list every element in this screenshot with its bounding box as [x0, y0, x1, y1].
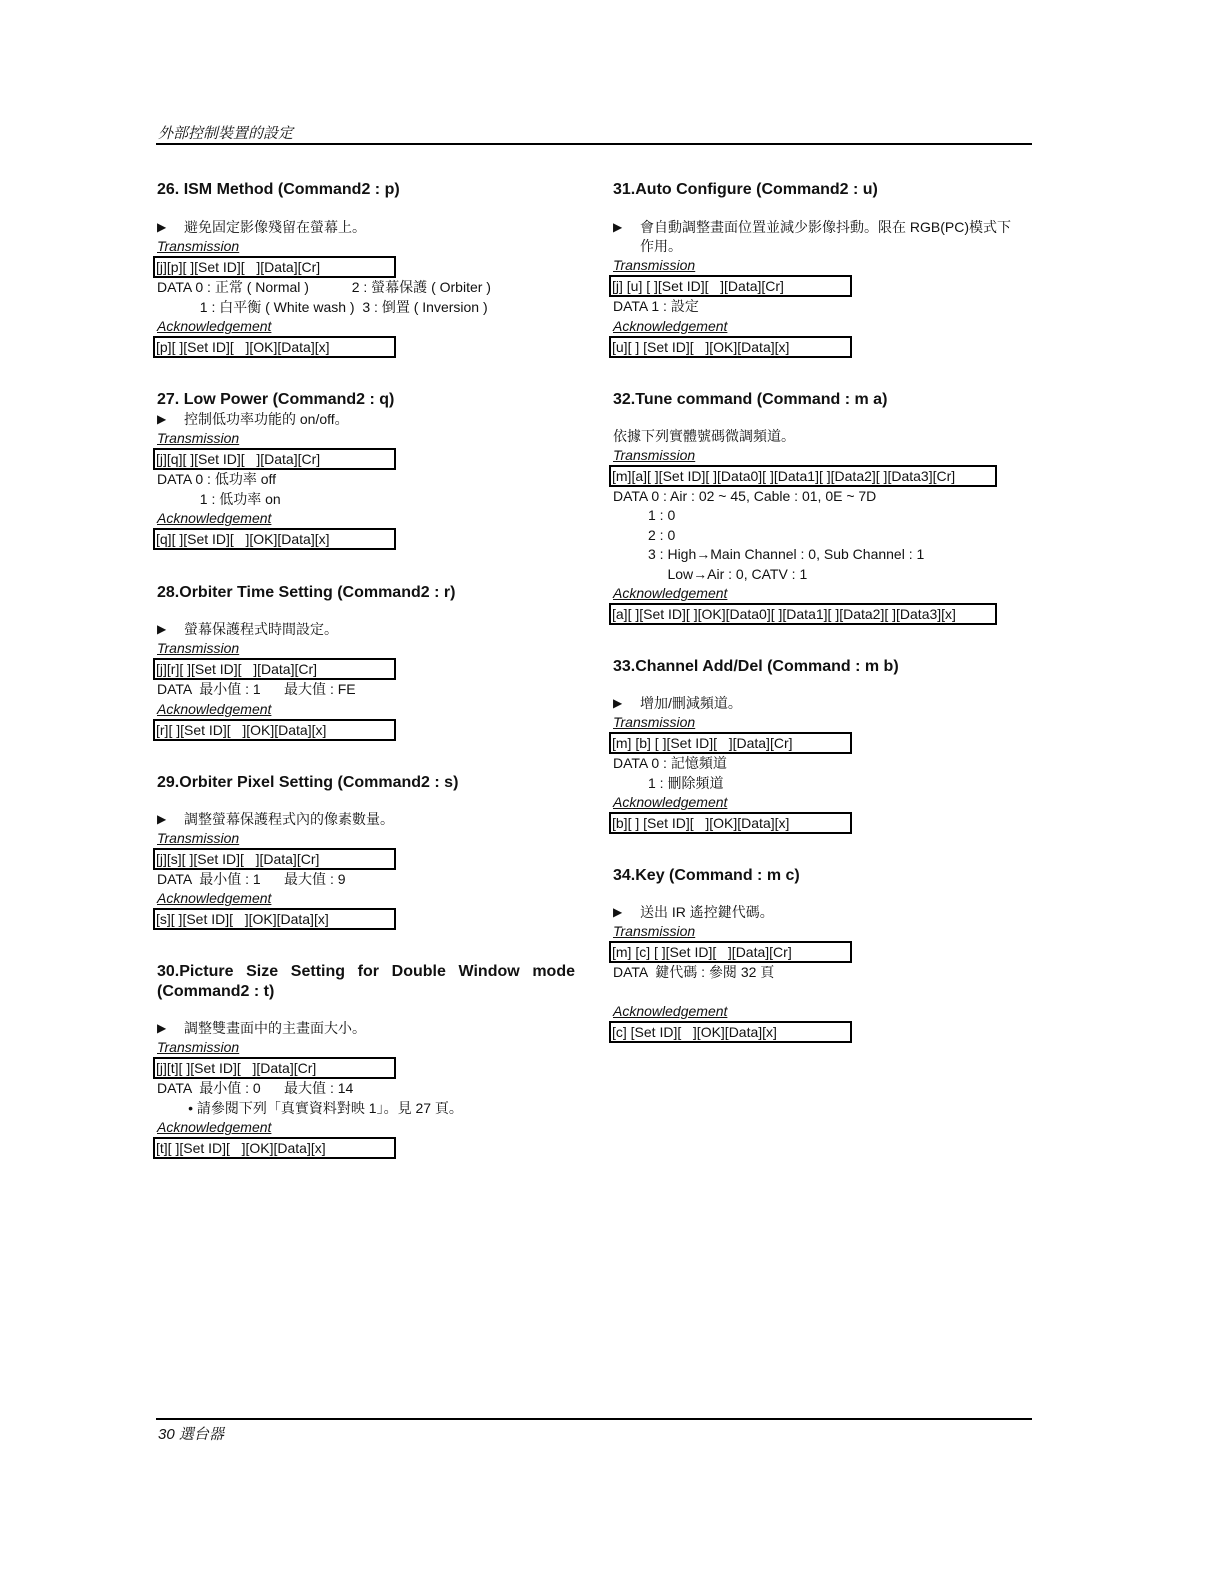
data-line: DATA 最小值 : 1 最大值 : FE: [157, 681, 356, 697]
data-line: 1 : 低功率 on: [157, 490, 281, 507]
transmission-command-box: [m] [b] [ ][Set ID][ ][Data][Cr]: [609, 732, 852, 754]
triangle-bullet-icon: ▶: [157, 1021, 167, 1035]
section-description: 依據下列實體號碼微調頻道。: [613, 427, 795, 444]
acknowledgement-label: Acknowledgement: [613, 317, 728, 334]
data-line: 3 : High→Main Channel : 0, Sub Channel : 1: [613, 546, 925, 562]
transmission-label: Transmission: [613, 257, 696, 273]
acknowledgement-command-box: [q][ ][Set ID][ ][OK][Data][x]: [153, 528, 396, 550]
section-description: 調整螢幕保護程式內的像素數量。: [184, 810, 394, 827]
section-description: 避免固定影像殘留在螢幕上。: [184, 219, 366, 235]
page-footer: 30 選台器: [158, 1426, 224, 1443]
data-line: DATA 0 : Air : 02 ~ 45, Cable : 01, 0E ~ 7D: [613, 487, 877, 504]
transmission-label: Transmission: [613, 923, 696, 939]
data-line: DATA 鍵代碼 : 參閱 32 頁: [613, 964, 775, 980]
section-title: 30.Picture Size Setting for Double Window mode: [157, 963, 575, 980]
section-26: [157, 180, 575, 358]
data-line: DATA 0 : 正常 ( Normal ) 2 : 螢幕保護 ( Orbiter ): [157, 279, 491, 295]
acknowledgement-label: Acknowledgement: [613, 794, 728, 810]
transmission-command-box: [j][t][ ][Set ID][ ][Data][Cr]: [153, 1057, 396, 1079]
footer-rule: [156, 1418, 1032, 1420]
section-description-line-2: 作用。: [640, 238, 682, 254]
section-title: 29.Orbiter Pixel Setting (Command2 : s): [157, 773, 459, 791]
acknowledgement-label: Acknowledgement: [157, 510, 272, 526]
data-line: DATA 0 : 低功率 off: [157, 471, 277, 487]
triangle-bullet-icon: ▶: [157, 220, 167, 234]
acknowledgement-label: Acknowledgement: [613, 585, 728, 601]
acknowledgement-command-box: [c] [Set ID][ ][OK][Data][x]: [609, 1021, 852, 1043]
acknowledgement-label: Acknowledgement: [157, 318, 272, 334]
section-title: 31.Auto Configure (Command2 : u): [613, 181, 878, 198]
section-34: [613, 866, 1033, 1043]
transmission-command-box: [j][r][ ][Set ID][ ][Data][Cr]: [153, 658, 396, 680]
triangle-bullet-icon: ▶: [613, 220, 623, 234]
data-line: 1 : 0: [613, 507, 676, 523]
section-27: [157, 390, 575, 550]
acknowledgement-command-box: [b][ ] [Set ID][ ][OK][Data][x]: [609, 812, 852, 834]
triangle-bullet-icon: ▶: [157, 811, 167, 826]
acknowledgement-command-box: [t][ ][Set ID][ ][OK][Data][x]: [153, 1137, 396, 1159]
section-title: 34.Key (Command : m c): [613, 867, 800, 884]
triangle-bullet-icon: ▶: [613, 905, 623, 919]
triangle-bullet-icon: ▶: [157, 412, 167, 426]
section-description: 增加/刪減頻道。: [640, 695, 742, 711]
section-description: 調整雙畫面中的主畫面大小。: [184, 1020, 366, 1036]
section-title: 26. ISM Method (Command2 : p): [157, 181, 400, 198]
section-title: 27. Low Power (Command2 : q): [157, 391, 395, 408]
section-title-line-2: (Command2 : t): [157, 983, 275, 1000]
acknowledgement-command-box: [a][ ][Set ID][ ][OK][Data0][ ][Data1][ ][Data2][ ][Data3][x]: [609, 603, 997, 625]
data-line: 1 : 白平衡 ( White wash ) 3 : 倒置 ( Inversion ): [157, 298, 488, 315]
transmission-command-box: [m][a][ ][Set ID][ ][Data0][ ][Data1][ ][Data2][ ][Data3][Cr]: [609, 465, 997, 487]
page-header-title: 外部控制裝置的設定: [158, 125, 294, 142]
transmission-command-box: [j][s][ ][Set ID][ ][Data][Cr]: [153, 848, 396, 870]
acknowledgement-label: Acknowledgement: [157, 1119, 272, 1135]
section-title: 33.Channel Add/Del (Command : m b): [613, 658, 899, 675]
acknowledgement-command-box: [r][ ][Set ID][ ][OK][Data][x]: [153, 719, 396, 741]
data-line: DATA 1 : 設定: [613, 298, 699, 314]
triangle-bullet-icon: ▶: [613, 696, 623, 710]
acknowledgement-command-box: [s][ ][Set ID][ ][OK][Data][x]: [153, 908, 396, 930]
section-29: [157, 773, 575, 931]
transmission-command-box: [j][q][ ][Set ID][ ][Data][Cr]: [153, 448, 396, 470]
transmission-command-box: [j] [u] [ ][Set ID][ ][Data][Cr]: [609, 275, 852, 297]
section-title: 32.Tune command (Command : m a): [613, 390, 888, 408]
triangle-bullet-icon: ▶: [157, 622, 167, 636]
header-rule: [156, 143, 1032, 145]
data-line: DATA 最小值 : 1 最大值 : 9: [157, 870, 346, 887]
section-description: 螢幕保護程式時間設定。: [184, 621, 338, 637]
section-title: 28.Orbiter Time Setting (Command2 : r): [157, 584, 456, 601]
transmission-label: Transmission: [157, 640, 240, 656]
section-31: [613, 180, 1033, 358]
transmission-label: Transmission: [157, 829, 240, 846]
acknowledgement-command-box: [p][ ][Set ID][ ][OK][Data][x]: [153, 336, 396, 358]
transmission-label: Transmission: [157, 1039, 240, 1055]
transmission-label: Transmission: [157, 430, 240, 446]
transmission-label: Transmission: [613, 446, 696, 463]
data-line: 1 : 刪除頻道: [613, 774, 724, 791]
transmission-label: Transmission: [613, 714, 696, 730]
right-column: [613, 180, 1033, 1043]
data-line: 2 : 0: [613, 526, 676, 543]
data-line: Low→Air : 0, CATV : 1: [613, 565, 808, 582]
transmission-command-box: [m] [c] [ ][Set ID][ ][Data][Cr]: [609, 941, 852, 963]
section-33: [613, 657, 1033, 834]
section-28: [157, 583, 575, 741]
section-description: 會自動調整畫面位置並減少影像抖動。限在 RGB(PC)模式下: [640, 219, 1011, 235]
data-line: DATA 最小值 : 0 最大值 : 14: [157, 1080, 354, 1096]
acknowledgement-label: Acknowledgement: [613, 1002, 728, 1019]
acknowledgement-label: Acknowledgement: [157, 890, 272, 906]
data-line: • 請參閱下列「真實資料對映 1」。見 27 頁。: [157, 1099, 463, 1116]
transmission-command-box: [j][p][ ][Set ID][ ][Data][Cr]: [153, 256, 396, 278]
section-32: [613, 390, 1033, 626]
section-description: 送出 IR 遙控鍵代碼。: [640, 904, 774, 920]
left-column: [157, 180, 575, 1159]
data-line: DATA 0 : 記憶頻道: [613, 755, 727, 771]
acknowledgement-command-box: [u][ ] [Set ID][ ][OK][Data][x]: [609, 336, 852, 358]
acknowledgement-label: Acknowledgement: [157, 700, 272, 717]
transmission-label: Transmission: [157, 238, 240, 254]
section-30: [157, 962, 575, 1159]
section-description: 控制低功率功能的 on/off。: [184, 411, 349, 427]
